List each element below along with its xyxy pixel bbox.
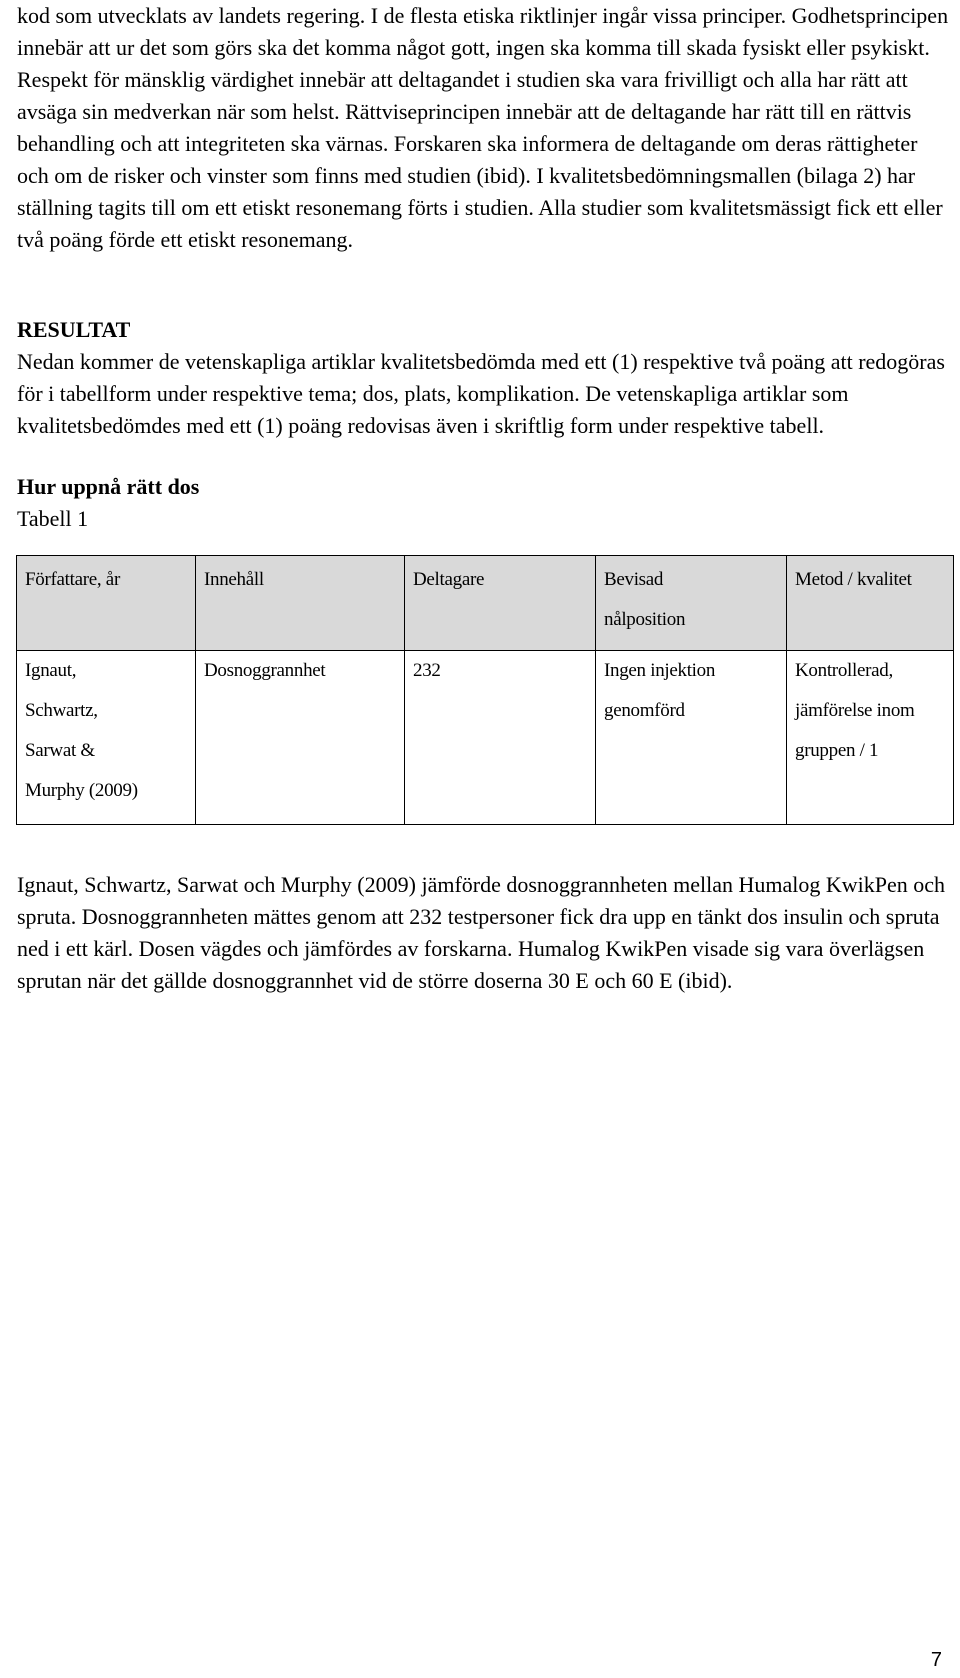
result-heading: RESULTAT (17, 317, 131, 342)
method-line: Kontrollerad, (795, 660, 893, 681)
table-header-row (17, 556, 954, 651)
header-method: Metod / kvalitet (787, 556, 954, 651)
cell-method (787, 651, 954, 825)
method-line: jämförelse inom (795, 700, 915, 721)
cell-author (17, 651, 196, 825)
section-heading: Hur uppnå rätt dos (17, 474, 200, 499)
author-line: Murphy (2009) (25, 780, 138, 801)
intro-paragraph: kod som utvecklats av landets regering. I de flesta etiska riktlinjer ingår vissa principer. Godhetsprincipen innebär att ur det som görs ska det komma något gott, ingen ska komma till skada fysiskt eller psykiskt. Respekt för mänsklig värdighet innebär att deltagandet i studien ska vara frivilligt och alla har rätt att avsäga sin medverkan när som helst. Rättviseprincipen innebär att de deltagande har rätt till en rättvis behandling och att integriteten ska värnas. Forskaren ska informera de deltagande om deras rättigheter och om de risker och vinster som finns med studien (ibid). I kvalitetsbedömningsmallen (bilaga 2) har ställning tagits till om ett etiskt resonemang förts i studien. Alla studier som kvalitetsmässigt fick ett eller två poäng förde ett etiskt resonemang. (17, 3, 949, 252)
table-label: Tabell 1 (17, 506, 89, 531)
header-needle-position (596, 556, 787, 651)
header-needle-line2: nålposition (604, 609, 686, 630)
method-line: gruppen / 1 (795, 740, 879, 761)
cell-needle-position (596, 651, 787, 825)
cell-participants: 232 (405, 651, 596, 825)
header-author: Författare, år (17, 556, 196, 651)
needle-line: genomförd (604, 700, 685, 721)
author-line: Sarwat & (25, 740, 95, 761)
result-paragraph: Nedan kommer de vetenskapliga artiklar kvalitetsbedömda med ett (1) respektive två poäng att redogöras för i tabellform under respektive tema; dos, plats, komplikation. De vetenskapliga artiklar som kvalitetsbedömdes med ett (1) poäng redovisas även i skriftlig form under respektive tabell. (17, 349, 945, 438)
study-table (16, 555, 954, 825)
author-line: Schwartz, (25, 700, 98, 721)
needle-line: Ingen injektion (604, 660, 716, 681)
table-row (17, 651, 954, 825)
header-content: Innehåll (196, 556, 405, 651)
page-number: 7 (930, 1649, 942, 1671)
header-participants: Deltagare (405, 556, 596, 651)
header-needle-line1: Bevisad (604, 569, 664, 590)
author-line: Ignaut, (25, 660, 77, 681)
document-page (17, 0, 952, 997)
cell-content: Dosnoggrannhet (196, 651, 405, 825)
summary-paragraph: Ignaut, Schwartz, Sarwat och Murphy (2009) jämförde dosnoggrannheten mellan Humalog KwikPen och spruta. Dosnoggrannheten mättes genom att 232 testpersoner fick dra upp en tänkt dos insulin och spruta ned i ett kärl. Dosen vägdes och jämfördes av forskarna. Humalog KwikPen visade sig vara överlägsen sprutan när det gällde dosnoggrannhet vid de större doserna 30 E och 60 E (ibid). (17, 872, 946, 993)
